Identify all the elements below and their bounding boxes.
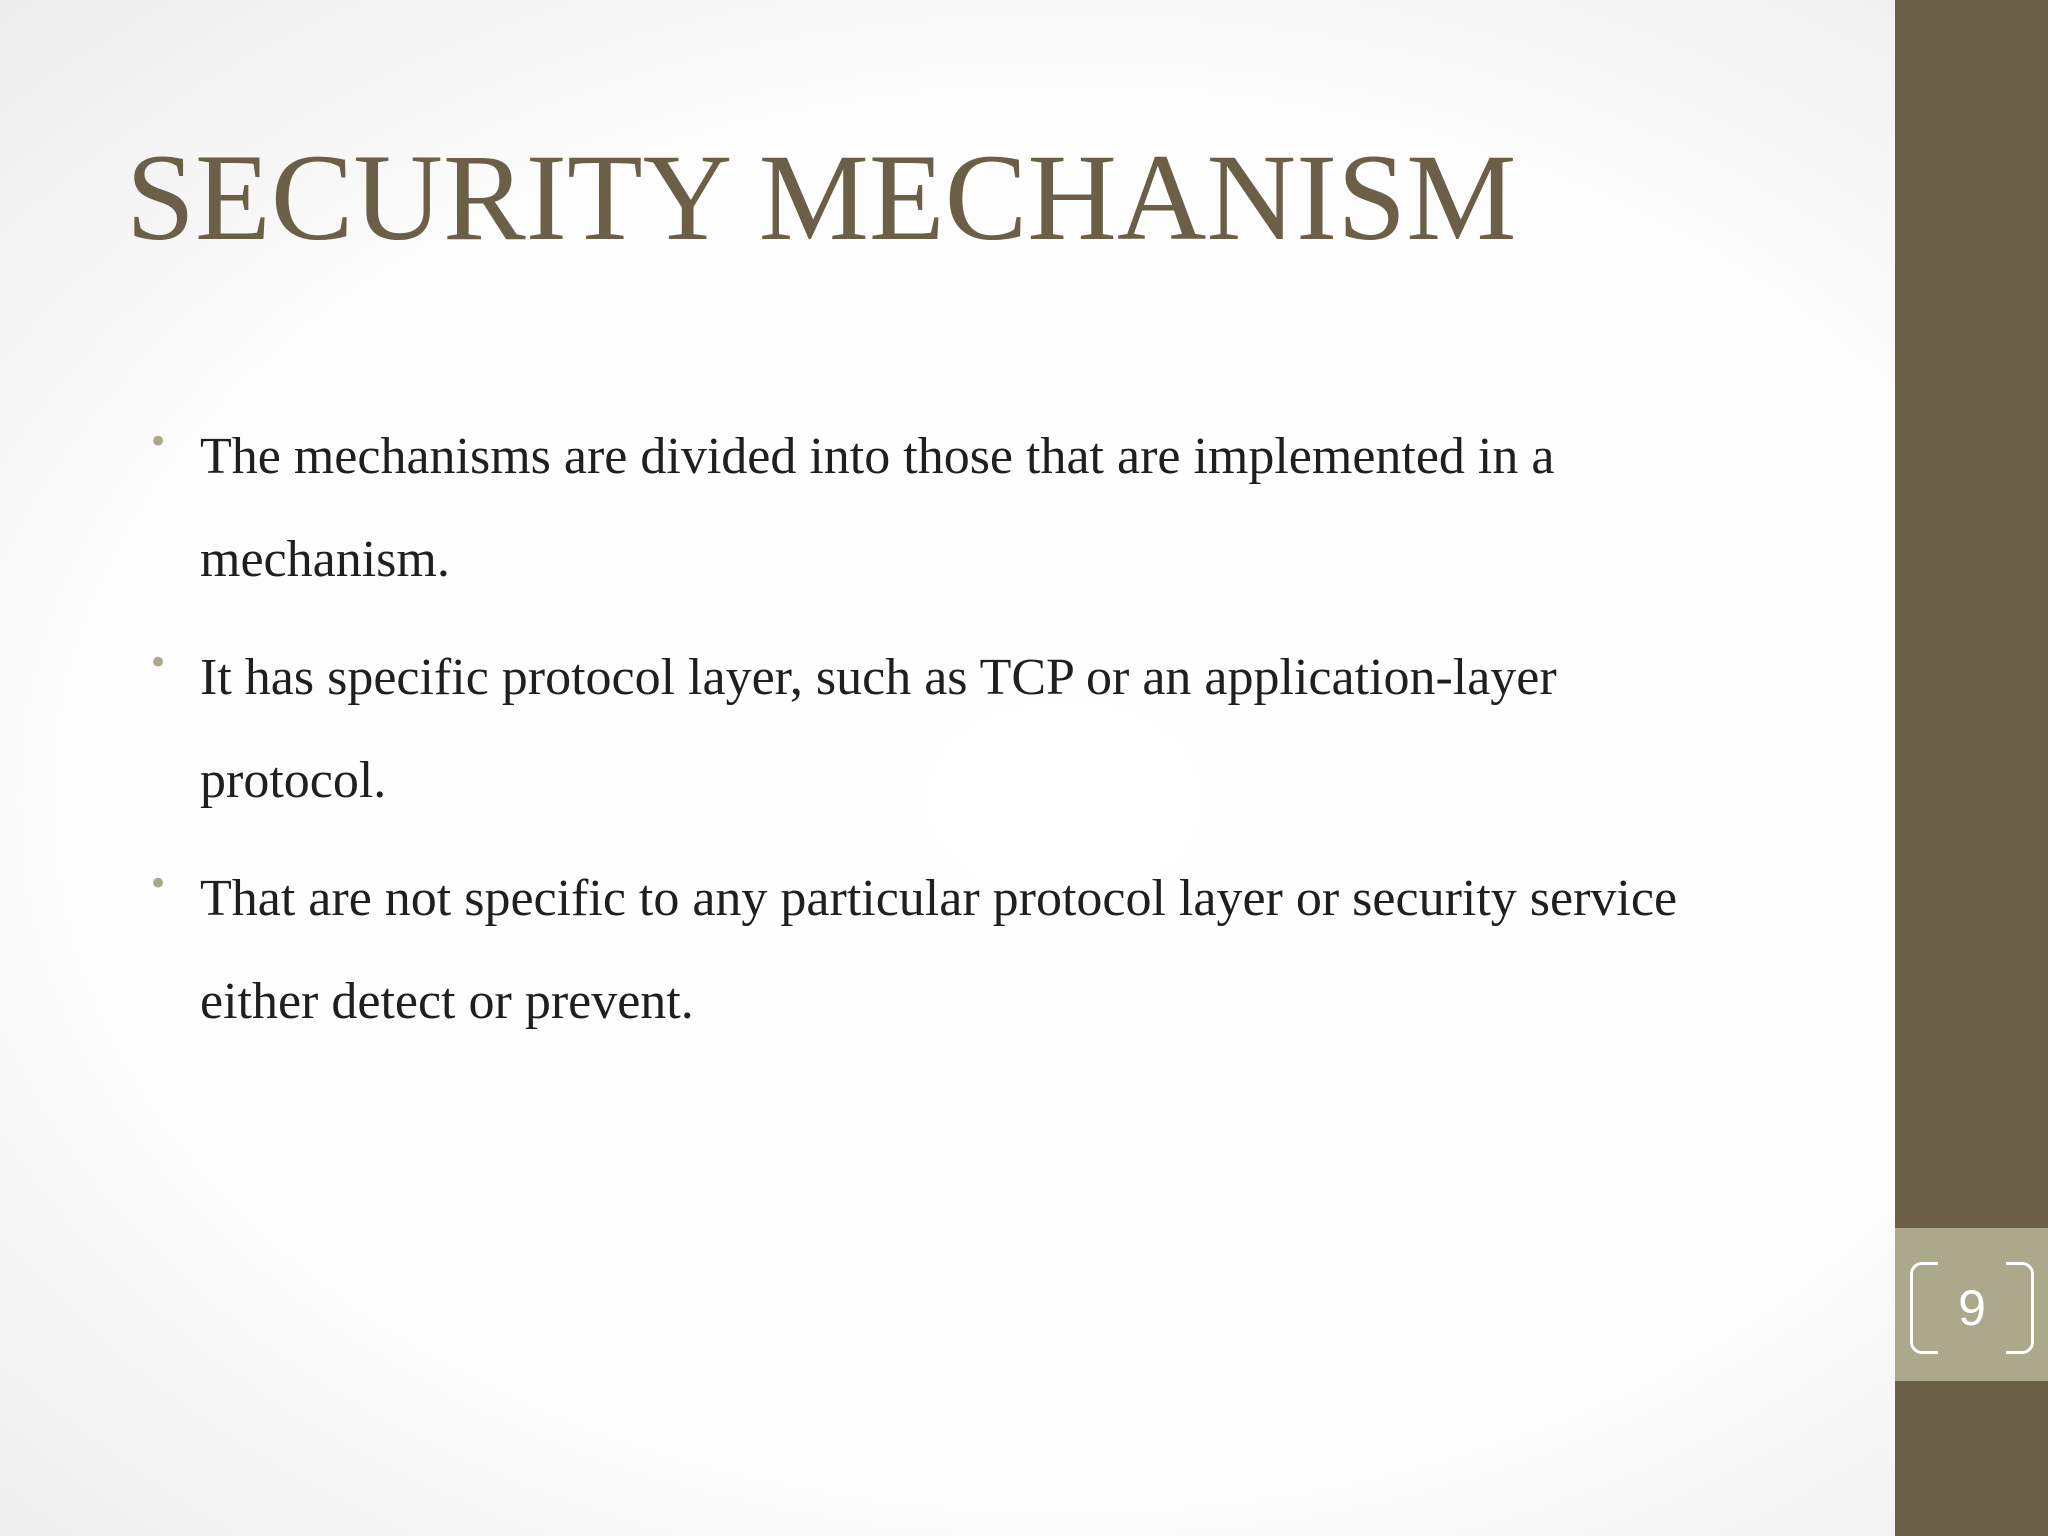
bullet-dot-icon: • (148, 643, 169, 683)
bullet-item-3 (140, 847, 1740, 1053)
bullet-item-1 (140, 405, 1740, 611)
page-number: 9 (1958, 1280, 1986, 1336)
bullet-text: It has specific protocol layer, such as TCP or an application-layer protocol. (200, 649, 1557, 809)
bullet-item-2 (140, 626, 1740, 832)
bullet-text: That are not specific to any particular protocol layer or security service either detect or prevent. (200, 870, 1678, 1030)
left-bracket-icon (1910, 1262, 1938, 1354)
bullet-dot-icon: • (148, 864, 169, 904)
bullet-text: The mechanisms are divided into those that are implemented in a mechanism. (200, 428, 1555, 588)
slide-title: SECURITY MECHANISM (126, 129, 1517, 266)
bullet-list (140, 405, 1740, 1068)
bullet-dot-icon: • (148, 422, 169, 462)
right-bracket-icon (2006, 1262, 2034, 1354)
